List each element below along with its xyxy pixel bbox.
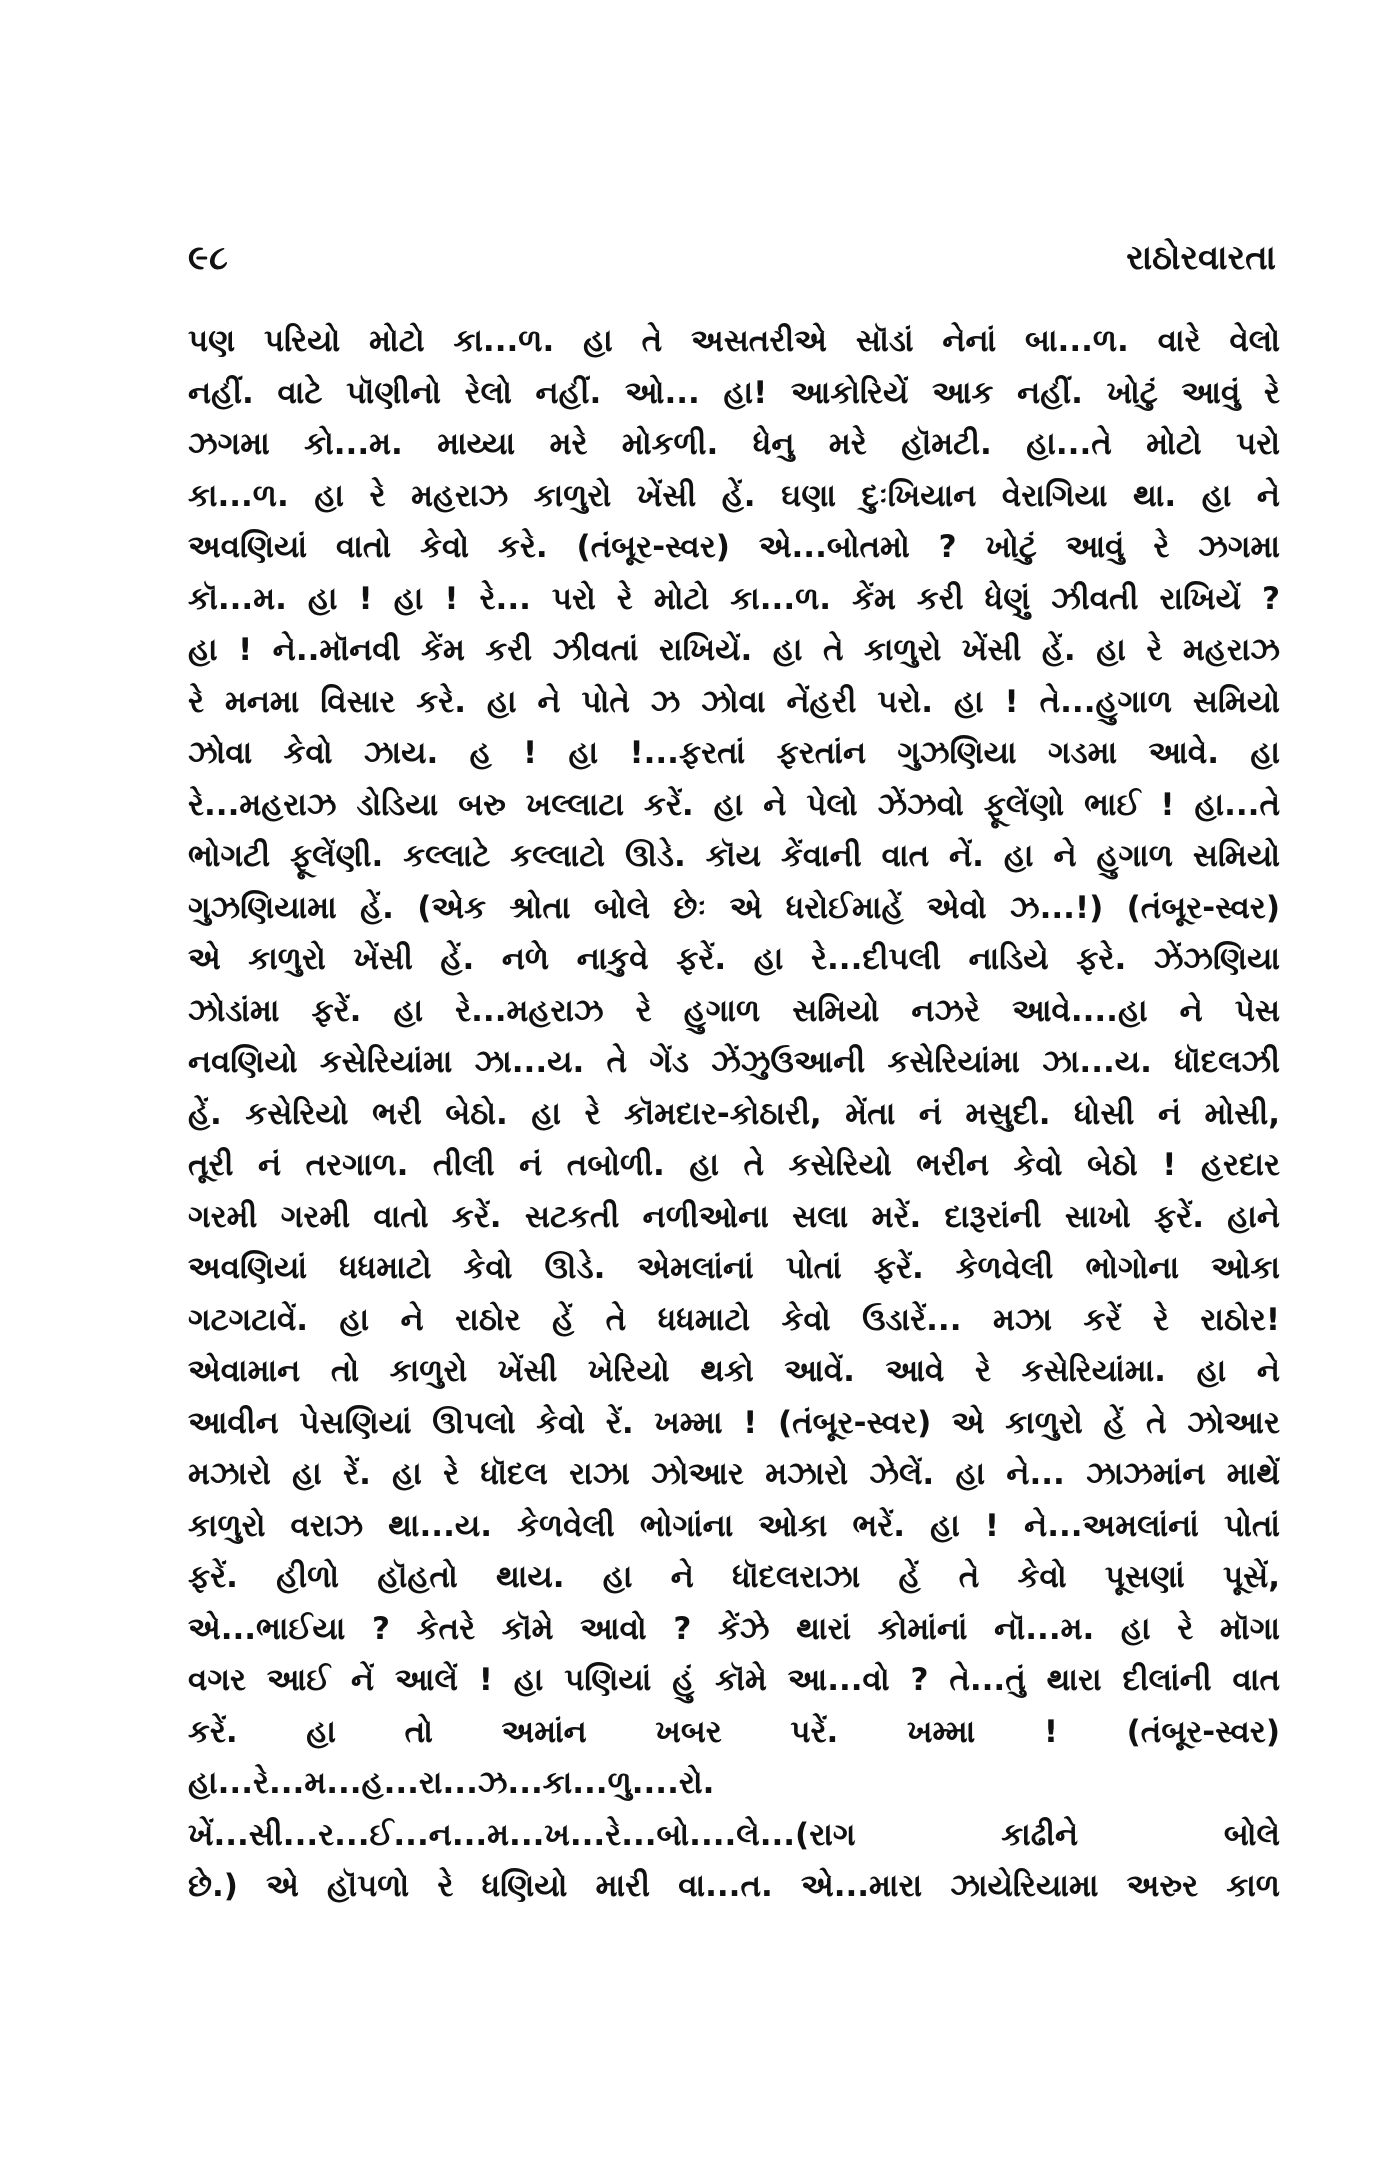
text-line: કા...ળ. હા રે મહરાઝ કાળુરો ખેંસી હેં. ઘણા દુઃખિયાન વેરાગિયા થા. હા ને [188, 477, 1280, 514]
text-line: કાળુરો વરાઝ થા...ય. કેળવેલી ભોગાંના ઓકા ભરેં. હા ! ને...અમલાંનાં પોતાં [188, 1507, 1280, 1544]
running-title: રાઠોરવારતા [1126, 238, 1276, 278]
text-line: નવણિયો કસેરિયાંમા ઝા...ય. તે ગેંડ ઝેંઝુઉઆની કસેરિયાંમા ઝા...ય. ધૉદલઝી [188, 1044, 1280, 1080]
page-number: ૯૮ [188, 238, 229, 278]
text-line: આવીન પેસણિયાં ઊપલો કેવો રેં. ખમ્મા ! (તંબૂર-સ્વર) એ કાળુરો હેં તે ઝોઆર [188, 1404, 1280, 1441]
text-line: ગુઝણિયામા હેં. (એક શ્રોતા બોલે છેઃ એ ધરોઈમાહેં એવો ઝ...!) (તંબૂર-સ્વર) [188, 889, 1280, 926]
text-line: મઝારો હા રેં. હા રે ધૉદલ રાઝા ઝોઆર મઝારો ઝેલેં. હા ને... ઝાઝમાંન માથેં [188, 1456, 1280, 1492]
text-line: અવણિયાં ધધમાટો કેવો ઊડે. એમલાંનાં પોતાં ફરેં. કેળવેલી ભોગોના ઓકા [188, 1250, 1280, 1286]
text-line: રે...મહરાઝ ડોડિયા બરુ ખલ્લાટા કરેં. હા ને પેલો ઝેંઝવો ફૂલેંણો ભાઈ ! હા...તે [188, 786, 1280, 823]
text-line: ઝગમા કો...મ. માય્યા મરે મોકળી. ધેનુ મરે હૉમટી. હા...તે મોટો પરો [188, 426, 1280, 462]
text-line: એવામાન તો કાળુરો ખેંસી ખેરિયો થકો આવેં. આવે રે કસેરિયાંમા. હા ને [188, 1353, 1280, 1389]
text-line: ગટગટાવેં. હા ને રાઠોર હેં તે ધધમાટો કેવો ઉડારેં... મઝા કરેં રે રાઠોર! [188, 1301, 1280, 1338]
text-line: કરેં. હા તો અમાંન ખબર પરેં. ખમ્મા ! (તંબૂર-સ્વર) [188, 1713, 1280, 1750]
text-line: ભોગટી ફૂલેંણી. કલ્લાટે કલ્લાટો ઊડે. કૉય કેંવાની વાત નેં. હા ને હુગાળ સમિયો [188, 838, 1280, 874]
text-line: હા...રે...મ...હ...રા...ઝ...કા...ળુ....રો. [188, 1765, 715, 1801]
text-line: તૂરી નં તરગાળ. તીલી નં તબોળી. હા તે કસેરિયો ભરીન કેવો બેઠો ! હરદાર [188, 1147, 1280, 1183]
text-line: ગરમી ગરમી વાતો કરેં. સટકતી નળીઓના સલા મરેં. દારૂરાંની સાખો ફરેં. હાને [188, 1198, 1280, 1235]
text-line: અવણિયાં વાતો કેવો કરે. (તંબૂર-સ્વર) એ...બોતમો ? ખોટું આવું રે ઝગમા [188, 529, 1280, 565]
text-line: વગર આઈ નેં આલેં ! હા પણિયાં હું કૉમે આ...વો ? તે...તું થારા દીલાંની વાત [188, 1662, 1280, 1698]
text-line: રે મનમા વિસાર કરે. હા ને પોતે ઝ ઝોવા નેંહરી પરો. હા ! તે...હુગાળ સમિયો [188, 683, 1280, 720]
text-line: હેં. કસેરિયો ભરી બેઠો. હા રે કૉમદાર-કોઠારી, મેંતા નં મસુદી. ધોસી નં મોસી, [188, 1095, 1280, 1132]
text-line: ફરેં. હીળો હૉહતો થાય. હા ને ધૉદલરાઝા હેં તે કેવો પૂસણાં પૂસેં, [188, 1559, 1280, 1595]
text-line: ઝોવા કેવો ઝાય. હ ! હા !...ફરતાં ફરતાંન ગુઝણિયા ગડમા આવે. હા [188, 735, 1280, 771]
text-line: નહીં. વાટે પૉણીનો રેલો નહીં. ઓ... હા! આકોરિયેં આક નહીં. ખોટું આવું રે [188, 374, 1280, 411]
text-line: પણ પરિયો મોટો કા...ળ. હા તે અસતરીએ સૉડાં નેનાં બા...ળ. વારે વેલો [188, 323, 1280, 359]
text-line: ઝોડાંમા ફરેં. હા રે...મહરાઝ રે હુગાળ સમિયો નઝરે આવે....હા ને પેસ [188, 992, 1280, 1029]
text-line: ખેં...સી...ર...ઈ...ન...મ...ખ...રે...બો....લે...(રાગ કાઢીને બોલે [188, 1816, 1280, 1853]
body-text [188, 316, 1280, 1913]
text-line: એ...ભાઈયા ? કેતરે કૉમે આવો ? કેંઝે થારાં કોમાંનાં નૉ...મ. હા રે મૉગા [188, 1610, 1280, 1647]
page-header [188, 238, 1276, 288]
text-line: એ કાળુરો ખેંસી હેં. નળે નાકુવે ફરેં. હા રે...દીપલી નાડિયે ફરે. ઝેંઝણિયા [188, 941, 1280, 977]
text-line: છે.) એ હૉપળો રે ધણિયો મારી વા...ત. એ...મારા ઝાયેરિયામા અરુર કાળ [188, 1868, 1280, 1904]
text-line: કૉ...મ. હા ! હા ! રે... પરો રે મોટો કા...ળ. કેંમ કરી ધેણું ઝીવતી રાખિયેં ? [188, 580, 1280, 617]
text-line: હા ! ને..મૉનવી કેંમ કરી ઝીવતાં રાખિયેં. હા તે કાળુરો ખેંસી હેં. હા રે મહરાઝ [188, 632, 1280, 668]
